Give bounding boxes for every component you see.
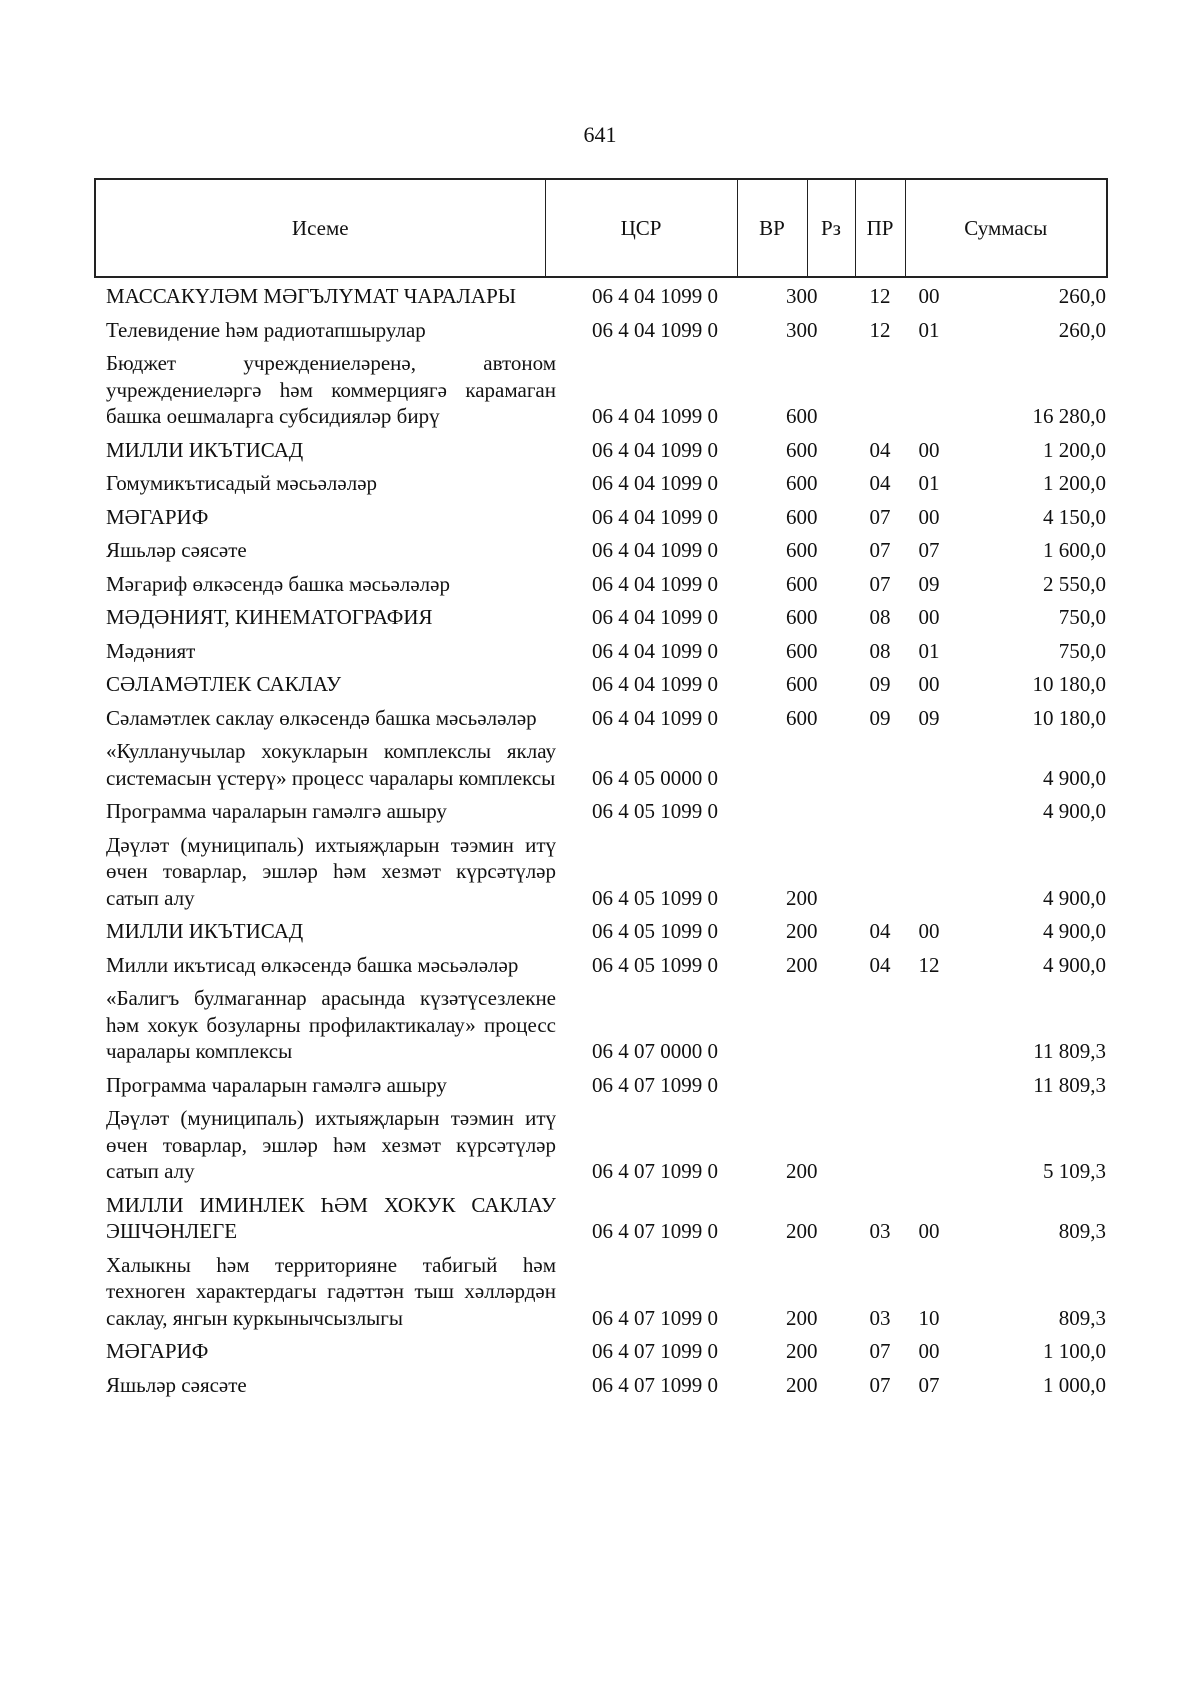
budget-table: [94, 280, 1108, 1402]
column-header-sum: Суммасы: [905, 179, 1107, 277]
row-rz: [856, 735, 904, 795]
row-pr: 01: [918, 317, 940, 342]
column-header-rz: Рз: [807, 179, 855, 277]
row-vr: 200: [786, 1339, 818, 1363]
row-rz: 03: [869, 1305, 891, 1330]
row-name: Телевидение һәм радиотапшырулар: [106, 317, 426, 342]
row-pr: [904, 829, 954, 916]
row-csr: 06 4 07 1099 0: [592, 1339, 718, 1363]
row-csr: 06 4 04 1099 0: [592, 605, 718, 629]
row-rz: 04: [869, 919, 891, 943]
row-pr: 10: [918, 1305, 940, 1330]
row-vr: [782, 1069, 856, 1103]
row-csr: 06 4 07 1099 0: [592, 1072, 718, 1097]
row-sum: 260,0: [1058, 284, 1106, 308]
row-rz: 07: [869, 504, 891, 529]
row-pr: 00: [918, 504, 940, 529]
row-csr: 06 4 07 1099 0: [592, 1219, 718, 1243]
row-name: МӘГАРИФ: [106, 504, 209, 529]
row-name: Дәүләт (муниципаль) ихтыяҗларын тәэмин итү өчен товарлар, эшләр һәм хезмәт күрсәтүләр сатып алу: [106, 1106, 556, 1183]
row-rz: 04: [869, 437, 891, 462]
row-name: МИЛЛИ ИКЪТИСАД: [106, 437, 304, 462]
row-vr: 200: [786, 1305, 818, 1330]
row-name: МӘГАРИФ: [106, 1339, 209, 1363]
row-name: МИЛЛИ ИМИНЛЕК ҺӘМ ХОКУК САКЛАУ ЭШЧӘНЛЕГЕ: [106, 1192, 556, 1243]
table-row: [94, 1249, 1108, 1336]
row-pr: 00: [918, 605, 940, 629]
row-vr: 600: [786, 638, 818, 663]
row-csr: 06 4 04 1099 0: [592, 471, 718, 495]
table-row: [94, 1189, 1108, 1249]
row-pr: [904, 735, 954, 795]
row-csr: 06 4 07 1099 0: [592, 1159, 718, 1183]
row-name: Гомумикътисадый мәсьәләләр: [106, 471, 378, 495]
row-name: Мәдәният: [106, 638, 196, 663]
row-vr: 200: [786, 1372, 818, 1397]
row-sum: 1 600,0: [1043, 538, 1106, 562]
table-header: [94, 178, 1108, 278]
table-row: [94, 635, 1108, 669]
row-vr: 600: [786, 672, 818, 696]
row-pr: 01: [918, 471, 940, 495]
table-row: [94, 829, 1108, 916]
table-row: [94, 314, 1108, 348]
table-row: [94, 467, 1108, 501]
row-sum: 4 900,0: [1043, 952, 1106, 977]
row-vr: 600: [786, 504, 818, 529]
row-sum: 750,0: [1058, 638, 1106, 663]
table-row: [94, 735, 1108, 795]
row-rz: 07: [869, 1372, 891, 1397]
row-vr: 600: [786, 571, 818, 596]
row-csr: 06 4 04 1099 0: [592, 284, 718, 308]
table-row: [94, 915, 1108, 949]
row-sum: 5 109,3: [1043, 1159, 1106, 1183]
column-header-name: Исеме: [95, 179, 545, 277]
row-rz: 12: [869, 317, 891, 342]
row-csr: 06 4 07 0000 0: [592, 1039, 718, 1063]
row-name: МАССАКҮЛӘМ МӘГЪЛҮМАТ ЧАРАЛАРЫ: [106, 284, 517, 308]
row-pr: 09: [918, 571, 940, 596]
row-pr: 00: [918, 672, 940, 696]
table-row: [94, 601, 1108, 635]
row-pr: 00: [918, 919, 940, 943]
row-csr: 06 4 05 1099 0: [592, 799, 718, 823]
row-name: Халыкны һәм территорияне табигый һәм техноген характердагы гадәттән тыш хәлләрдән саклау, янгын куркынычсызлыгы: [106, 1252, 556, 1330]
row-name: Мәгариф өлкәсендә башка мәсьәләләр: [106, 571, 450, 596]
row-name: Сәламәтлек саклау өлкәсендә башка мәсьәләләр: [106, 705, 537, 730]
row-csr: 06 4 07 1099 0: [592, 1305, 718, 1330]
table-row: [94, 702, 1108, 736]
row-vr: 200: [786, 1159, 818, 1183]
row-vr: 200: [786, 885, 818, 910]
table-row: [94, 1102, 1108, 1189]
row-vr: 600: [786, 538, 818, 562]
row-sum: 1 000,0: [1043, 1372, 1106, 1397]
row-vr: 600: [786, 705, 818, 730]
row-rz: [856, 795, 904, 829]
row-pr: [904, 1102, 954, 1189]
table-row: [94, 1335, 1108, 1369]
table-row: [94, 568, 1108, 602]
row-name: СӘЛАМӘТЛЕК САКЛАУ: [106, 672, 342, 696]
row-rz: [856, 1069, 904, 1103]
row-csr: 06 4 04 1099 0: [592, 672, 718, 696]
row-csr: 06 4 04 1099 0: [592, 437, 718, 462]
row-rz: [856, 982, 904, 1069]
row-vr: 300: [786, 317, 818, 342]
row-rz: 08: [869, 638, 891, 663]
row-rz: 04: [869, 952, 891, 977]
row-name: Милли икътисад өлкәсендә башка мәсьәләләр: [106, 952, 519, 977]
table-row: [94, 949, 1108, 983]
column-header-vr: ВР: [737, 179, 807, 277]
row-rz: 03: [869, 1219, 891, 1243]
row-sum: 809,3: [1058, 1219, 1106, 1243]
row-name: «Балигъ булмаганнар арасында күзәтүсезлекне һәм хокук бозуларны профилактикалау» процесс чаралары комплексы: [106, 986, 556, 1063]
row-csr: 06 4 05 1099 0: [592, 885, 718, 910]
row-sum: 4 900,0: [1043, 799, 1106, 823]
row-vr: 300: [786, 284, 818, 308]
row-sum: 2 550,0: [1043, 571, 1106, 596]
row-vr: 600: [786, 471, 818, 495]
column-header-csr: ЦСР: [545, 179, 737, 277]
row-sum: 16 280,0: [1032, 404, 1106, 428]
row-sum: 1 200,0: [1043, 437, 1106, 462]
row-name: Программа чараларын гамәлгә ашыру: [106, 1072, 447, 1097]
row-rz: 09: [869, 672, 891, 696]
row-csr: 06 4 05 0000 0: [592, 765, 718, 790]
row-name: «Кулланучылар хокукларын комплекслы яклау системасын үстерү» процесс чаралары комплексы: [106, 739, 556, 790]
row-sum: 4 900,0: [1043, 885, 1106, 910]
row-name: Программа чараларын гамәлгә ашыру: [106, 799, 447, 823]
row-vr: [782, 795, 856, 829]
row-sum: 809,3: [1058, 1305, 1106, 1330]
table-body: [94, 280, 1108, 1402]
row-sum: 10 180,0: [1032, 672, 1106, 696]
table-row: [94, 347, 1108, 434]
row-rz: 07: [869, 1339, 891, 1363]
row-csr: 06 4 04 1099 0: [592, 571, 718, 596]
row-csr: 06 4 04 1099 0: [592, 705, 718, 730]
table-row: [94, 1069, 1108, 1103]
row-vr: 600: [786, 605, 818, 629]
row-name: Яшьләр сәясәте: [106, 538, 247, 562]
row-rz: 12: [869, 284, 891, 308]
table-row: [94, 280, 1108, 314]
row-sum: 4 900,0: [1043, 919, 1106, 943]
row-pr: [904, 982, 954, 1069]
table-row: [94, 434, 1108, 468]
row-csr: 06 4 04 1099 0: [592, 638, 718, 663]
table-row: [94, 501, 1108, 535]
row-pr: [904, 347, 954, 434]
column-header-pr: ПР: [855, 179, 905, 277]
row-vr: 200: [786, 919, 818, 943]
row-rz: [856, 347, 904, 434]
row-name: Яшьләр сәясәте: [106, 1372, 247, 1397]
table-row: [94, 795, 1108, 829]
row-vr: [782, 982, 856, 1069]
row-sum: 11 809,3: [1033, 1039, 1106, 1063]
row-sum: 1 200,0: [1043, 471, 1106, 495]
row-pr: 07: [918, 1372, 940, 1397]
row-sum: 10 180,0: [1032, 705, 1106, 730]
row-name: МӘДӘНИЯТ, КИНЕМАТОГРАФИЯ: [106, 605, 433, 629]
row-rz: 09: [869, 705, 891, 730]
row-name: МИЛЛИ ИКЪТИСАД: [106, 919, 304, 943]
row-csr: 06 4 04 1099 0: [592, 404, 718, 428]
row-sum: 4 900,0: [1043, 765, 1106, 790]
row-rz: 07: [869, 538, 891, 562]
row-rz: [856, 829, 904, 916]
row-vr: 600: [786, 437, 818, 462]
row-pr: 01: [918, 638, 940, 663]
row-rz: 04: [869, 471, 891, 495]
table-row: [94, 668, 1108, 702]
row-rz: 07: [869, 571, 891, 596]
row-pr: 00: [918, 284, 940, 308]
row-pr: [904, 1069, 954, 1103]
row-pr: [904, 795, 954, 829]
table-row: [94, 1369, 1108, 1403]
row-csr: 06 4 05 1099 0: [592, 919, 718, 943]
row-csr: 06 4 05 1099 0: [592, 952, 718, 977]
row-sum: 4 150,0: [1043, 504, 1106, 529]
row-pr: 07: [918, 538, 940, 562]
row-rz: [856, 1102, 904, 1189]
row-pr: 12: [918, 952, 940, 977]
row-csr: 06 4 04 1099 0: [592, 504, 718, 529]
row-pr: 00: [918, 1339, 940, 1363]
table-row: [94, 534, 1108, 568]
row-vr: [782, 735, 856, 795]
row-vr: 200: [786, 1219, 818, 1243]
row-csr: 06 4 04 1099 0: [592, 538, 718, 562]
page-number: 641: [583, 122, 617, 147]
row-sum: 260,0: [1058, 317, 1106, 342]
row-csr: 06 4 04 1099 0: [592, 317, 718, 342]
table-row: [94, 982, 1108, 1069]
row-name: Бюджет учреждениеләренә, автоном учреждениеләргә һәм коммерциягә карамаган башка оешмаларга субсидияләр бирү: [106, 351, 556, 428]
row-sum: 1 100,0: [1043, 1339, 1106, 1363]
row-pr: 09: [918, 705, 940, 730]
row-vr: 200: [786, 952, 818, 977]
row-pr: 00: [918, 437, 940, 462]
row-rz: 08: [869, 605, 891, 629]
row-csr: 06 4 07 1099 0: [592, 1372, 718, 1397]
row-pr: 00: [918, 1219, 940, 1243]
row-vr: 600: [786, 404, 818, 428]
row-name: Дәүләт (муниципаль) ихтыяҗларын тәэмин итү өчен товарлар, эшләр һәм хезмәт күрсәтүләр сатып алу: [106, 832, 556, 910]
row-sum: 750,0: [1058, 605, 1106, 629]
row-sum: 11 809,3: [1033, 1072, 1106, 1097]
